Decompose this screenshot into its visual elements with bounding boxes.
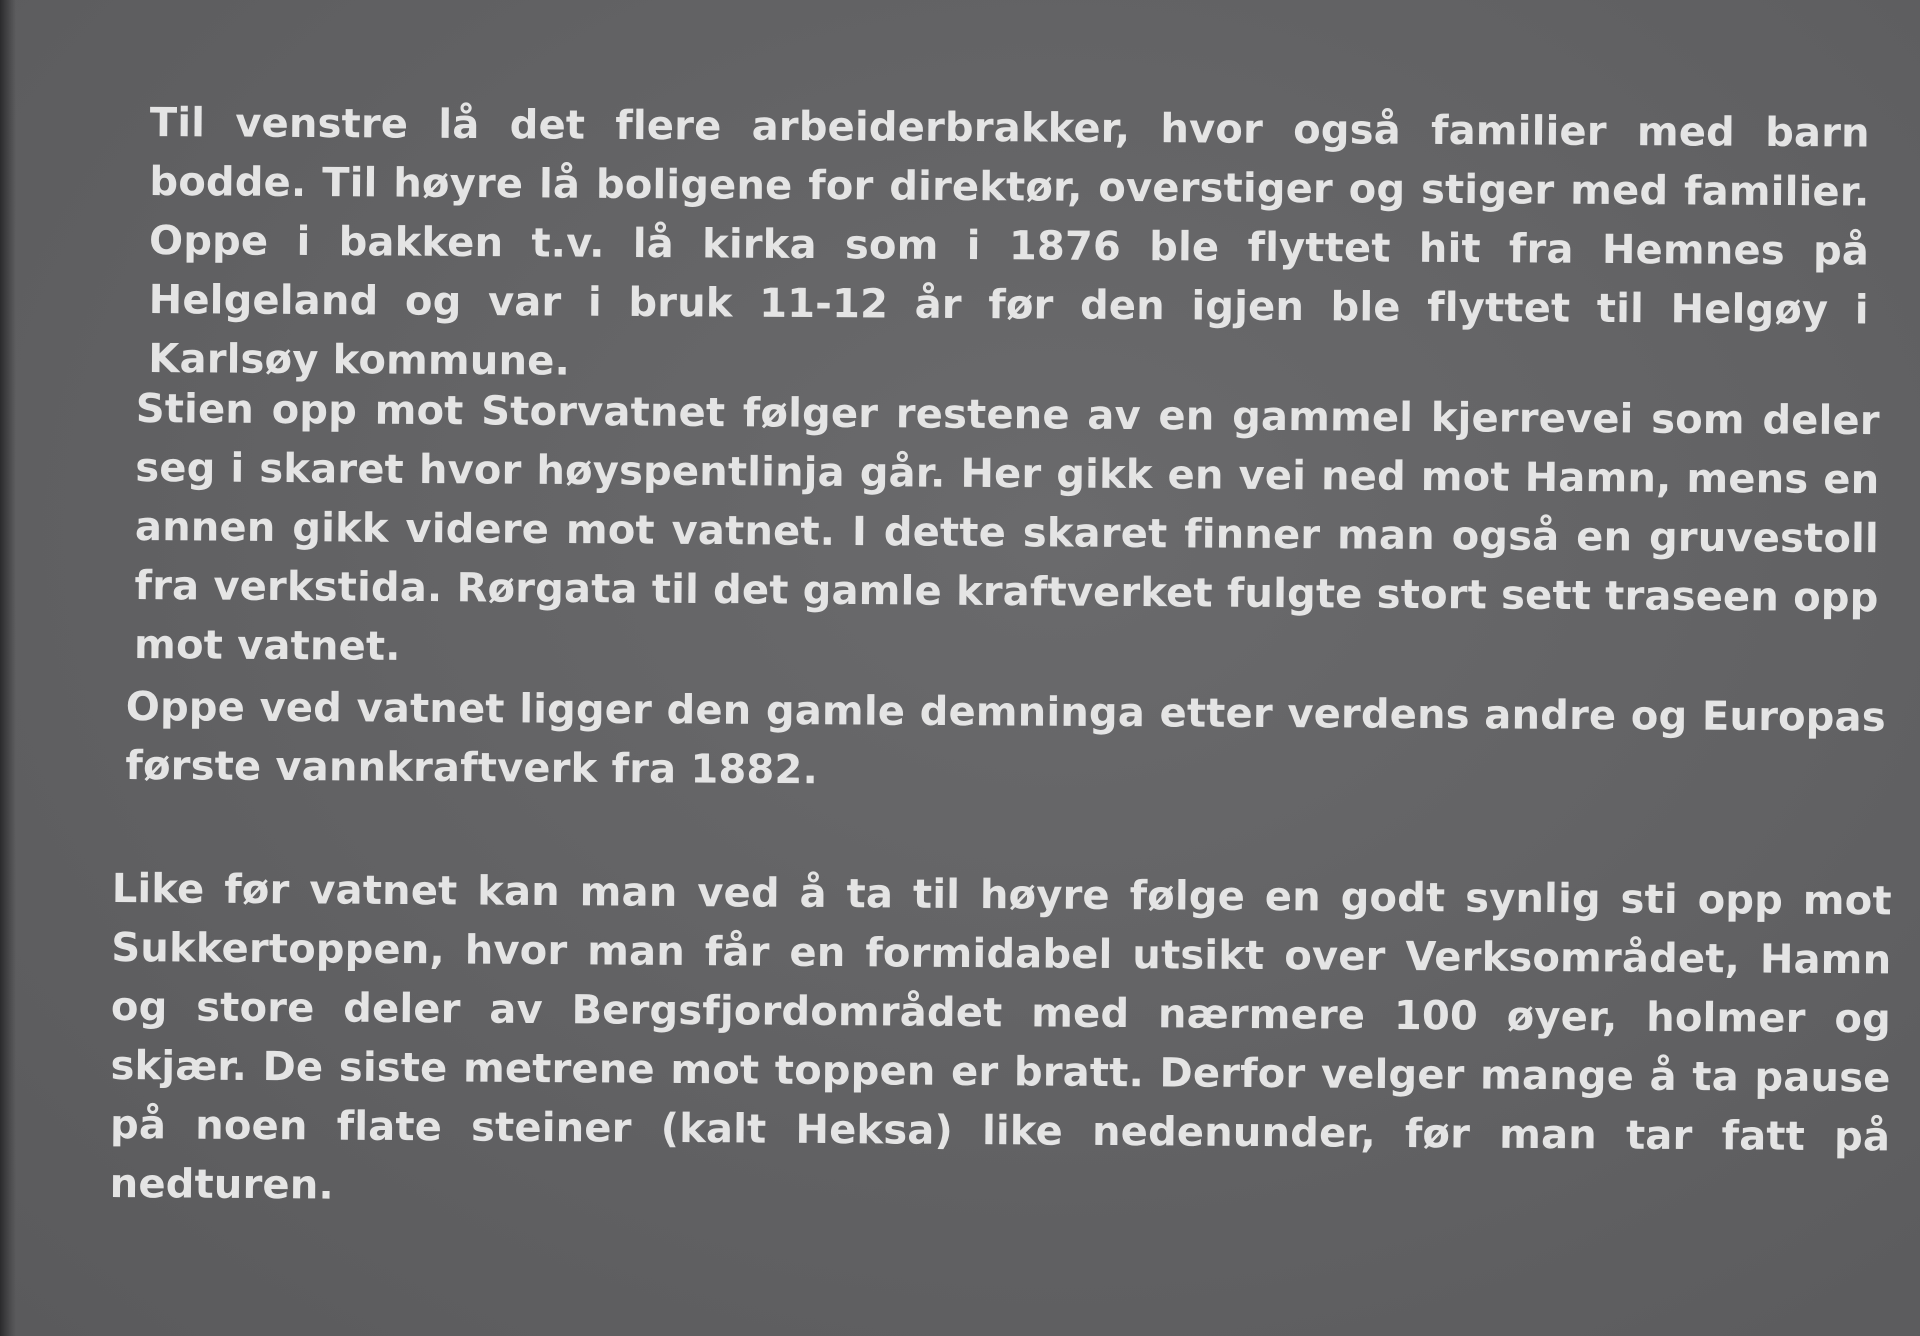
sign-paragraph-sukkertoppen: Like før vatnet kan man ved å ta til høyre følge en godt synlig sti opp mot Sukkertoppen, hvor man får en formidabel utsikt over Verksområdet, Hamn og store deler av Bergsfjordområdet med nærmere 100 øyer, holmer og skjær. De siste metrene mot toppen er bratt. Derfor velger mange å ta pause på noen flate steiner (kalt Heksa) like nedenunder, før man tar fatt på nedturen. <box>109 865 1892 1209</box>
sign-edge-shadow <box>0 0 16 1336</box>
sign-paragraph-path-to-storvatnet: Stien opp mot Storvatnet følger restene av en gammel kjerrevei som deler seg i skaret hvor høyspentlinja går. Her gikk en vei ned mot Hamn, mens en annen gikk videre mot vatnet. I dette skaret finner man også en gruvestoll fra verkstida. Rørgata til det gamle kraftverket fulgte stort sett traseen opp mot vatnet. <box>133 385 1880 670</box>
sign-paragraph-old-dam: Oppe ved vatnet ligger den gamle demninga etter verdens andre og Europas første vannkraftverk fra 1882. <box>125 683 1886 794</box>
sign-paragraph-workers-barracks: Til venstre lå det flere arbeiderbrakker, hvor også familier med barn bodde. Til høyre lå boligene for direktør, overstiger og stiger med familier. Oppe i bakken t.v. lå kirka som i 1876 ble flyttet hit fra Hemnes på Helgeland og var i bruk 11-12 år før den igjen ble flyttet til Helgøy i Karlsøy kommune. <box>148 99 1870 385</box>
